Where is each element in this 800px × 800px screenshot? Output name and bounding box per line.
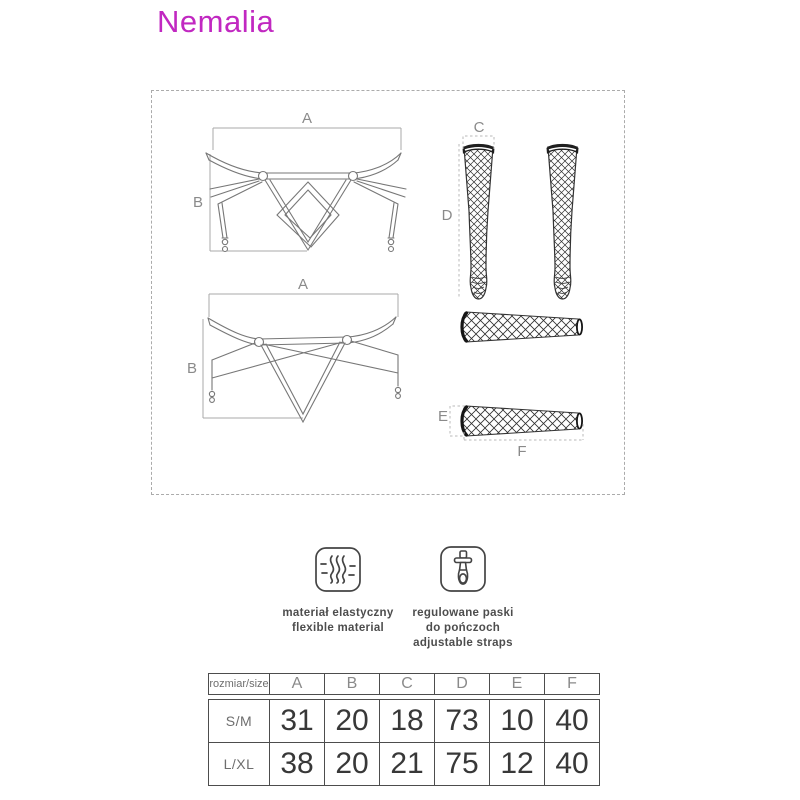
stocking-length-label: D bbox=[441, 207, 453, 224]
size-value-cell: 21 bbox=[380, 743, 435, 786]
technical-diagram bbox=[152, 91, 624, 494]
size-table-column-header: A bbox=[270, 674, 325, 695]
garter-strap-icon bbox=[439, 545, 487, 598]
stocking-drawing bbox=[463, 144, 495, 299]
front-height-label: B bbox=[192, 194, 204, 211]
front-width-label: A bbox=[301, 110, 313, 127]
size-value-cell: 20 bbox=[325, 743, 380, 786]
back-dimension-lines bbox=[203, 294, 398, 418]
size-table-header-row bbox=[209, 674, 600, 695]
size-table-row bbox=[209, 700, 600, 743]
stocking-tube-drawing bbox=[462, 312, 582, 342]
size-value-cell: 20 bbox=[325, 700, 380, 743]
back-width-label: A bbox=[297, 276, 309, 293]
feature-caption-line: adjustable straps bbox=[413, 637, 513, 649]
size-table-row bbox=[209, 743, 600, 786]
size-value-cell: 40 bbox=[545, 700, 600, 743]
front-dimension-lines bbox=[210, 128, 401, 251]
feature-caption bbox=[383, 606, 543, 651]
stocking-drawing-right bbox=[547, 144, 579, 299]
garter-front-view-drawing bbox=[193, 110, 406, 252]
size-value-cell: 38 bbox=[270, 743, 325, 786]
size-value-cell: 10 bbox=[490, 700, 545, 743]
back-height-label: B bbox=[186, 360, 198, 377]
size-value-cell: 12 bbox=[490, 743, 545, 786]
technical-drawing-panel bbox=[151, 90, 625, 495]
size-table-column-header: F bbox=[545, 674, 600, 695]
garter-back-view-drawing bbox=[187, 276, 401, 422]
feature-caption-line: flexible material bbox=[291, 622, 385, 634]
size-value-cell: 40 bbox=[545, 743, 600, 786]
feature-caption-line: do pończoch bbox=[425, 622, 501, 634]
size-value-cell: 75 bbox=[435, 743, 490, 786]
feature-adjustable-straps bbox=[383, 545, 543, 651]
tube-length-label: F bbox=[517, 443, 527, 460]
feature-caption-line: materiał elastyczny bbox=[282, 607, 394, 619]
size-table-column-header: E bbox=[490, 674, 545, 695]
size-table-header bbox=[208, 673, 600, 695]
size-table-column-header: B bbox=[325, 674, 380, 695]
size-table-column-header: C bbox=[380, 674, 435, 695]
elastic-material-icon bbox=[314, 546, 362, 598]
size-value-cell: 18 bbox=[380, 700, 435, 743]
size-table-corner-cell: rozmiar/size bbox=[209, 674, 270, 695]
size-row-label: L/XL bbox=[209, 743, 270, 786]
feature-caption-line: regulowane paski bbox=[412, 607, 514, 619]
size-value-cell: 73 bbox=[435, 700, 490, 743]
stocking-top-label: C bbox=[473, 119, 485, 136]
size-value-cell: 31 bbox=[270, 700, 325, 743]
size-table-body bbox=[208, 699, 600, 786]
stocking-tube-drawing-lower bbox=[462, 406, 582, 436]
size-row-label: S/M bbox=[209, 700, 270, 743]
tube-opening-label: E bbox=[437, 408, 449, 425]
page-title: Nemalia bbox=[157, 4, 275, 39]
size-table-column-header: D bbox=[435, 674, 490, 695]
